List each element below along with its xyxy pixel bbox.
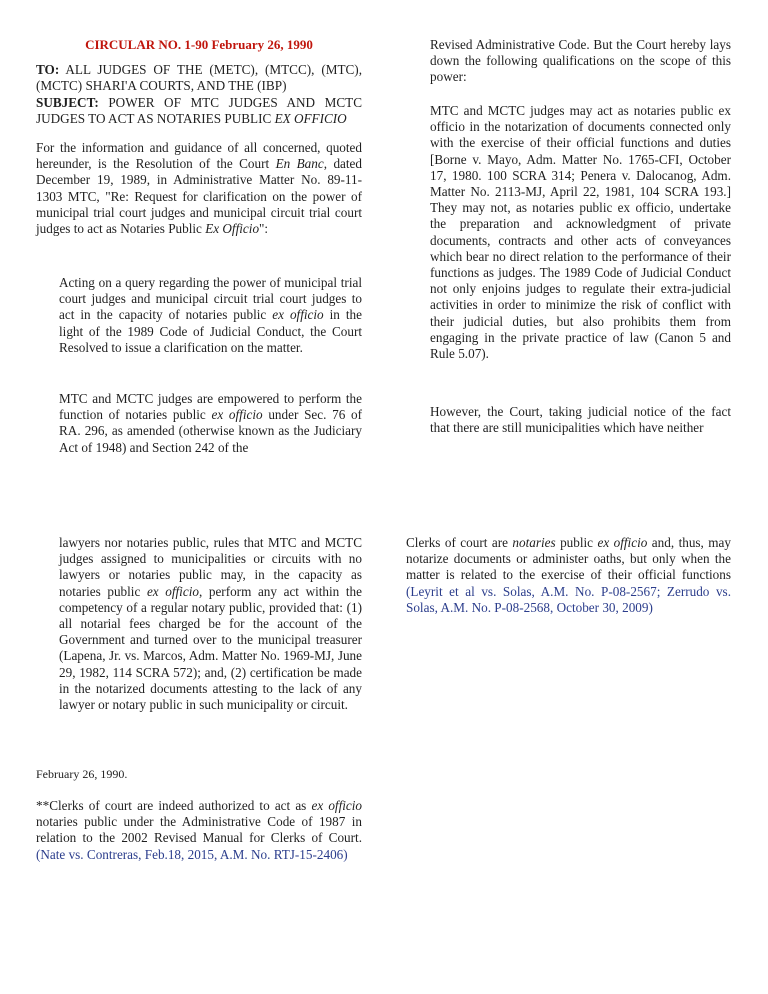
- addressees: TO: ALL JUDGES OF THE (METC), (MTCC), (MTC), (MCTC) SHARI'A COURTS, AND THE (IBP): [36, 62, 362, 94]
- quoted-paragraph-1: Acting on a query regarding the power of municipal trial court judges and municipal circuit trial court judges to act in the capacity of notaries public ex officio in the light of the 1989 Code of Judicial Conduct, the Court Resolved to issue a clarification on the matter.: [59, 275, 362, 355]
- resolution-date: February 26, 1990.: [36, 767, 128, 781]
- footnote-citation: (Nate vs. Contreras, Feb.18, 2015, A.M. No. RTJ-15-2406): [36, 846, 348, 862]
- clerks-paragraph: Clerks of court are notaries public ex officio and, thus, may notarize documents or administer oaths, but only when the matter is related to the exercise of their official functions (Leyrit et al vs. Solas, A.M. No. P-08-2567; Zerrudo vs. Solas, A.M. No. P-08-2568, October 30, 2009): [406, 535, 731, 615]
- right-paragraph-3: However, the Court, taking judicial notice of the fact that there are still municipalities which have neither: [430, 404, 731, 436]
- subject-line: SUBJECT: POWER OF MTC JUDGES AND MCTC JUDGES TO ACT AS NOTARIES PUBLIC EX OFFICIO: [36, 94, 362, 126]
- right-paragraph-1: Revised Administrative Code. But the Court hereby lays down the following qualifications on the scope of this power:: [430, 37, 731, 85]
- circular-title: CIRCULAR NO. 1-90 February 26, 1990: [85, 37, 313, 52]
- clerks-citation: (Leyrit et al vs. Solas, A.M. No. P-08-2567; Zerrudo vs. Solas, A.M. No. P-08-2568, October 30, 2009): [406, 583, 731, 615]
- right-paragraph-2: MTC and MCTC judges may act as notaries public ex officio in the notarization of documents connected only with the exercise of their official functions and duties [Borne v. Mayo, Adm. Matter No. 1765-CFI, October 17, 1980. 100 SCRA 314; Penera v. Dalocanog, Adm. Matter No. 2113-MJ, April 22, 1981, 104 SCRA 193.] They may not, as notaries public ex officio, undertake the preparation and acknowledgment of private documents, contracts and other acts of conveyances which bear no direct relation to the performance of their functions as judges. The 1989 Code of Judicial Conduct not only enjoins judges to regulate their extra-judicial activities in order to minimize the risk of conflict with their judicial duties, but also prohibits them from engaging in the private practice of law (Canon 5 and Rule 5.07).: [430, 103, 731, 362]
- quoted-paragraph-2: MTC and MCTC judges are empowered to perform the function of notaries public ex officio under Sec. 76 of RA. 296, as amended (otherwise known as the Judiciary Act of 1948) and Section 242 of the: [59, 391, 363, 455]
- continued-paragraph: lawyers nor notaries public, rules that MTC and MCTC judges assigned to municipalities or circuits with no lawyers or notaries public may, in the capacity as notaries public ex officio, perform any act within the competency of a regular notary public, provided that: (1) all notarial fees charged be for the account of the Government and turned over to the municipal treasurer (Lapena, Jr. vs. Marcos, Adm. Matter No. 1969-MJ, June 29, 1982, 114 SCRA 572); and, (2) certification be made in the notarized documents attesting to the lack of any lawyer or notary public in such municipality or circuit.: [59, 535, 362, 713]
- intro-paragraph: For the information and guidance of all concerned, quoted hereunder, is the Resolution of the Court En Banc, dated December 19, 1989, in Administrative Matter No. 89-11-1303 MTC, "Re: Request for clarification on the power of municipal trial court judges and municipal circuit trial court judges to act as Notaries Public Ex Officio":: [36, 140, 363, 237]
- footnote-paragraph: **Clerks of court are indeed authorized to act as ex officio notaries public under the Administrative Code of 1987 in relation to the 2002 Revised Manual for Clerks of Court. (Nate vs. Contreras, Feb.18, 2015, A.M. No. RTJ-15-2406): [36, 798, 363, 862]
- circular-header: [36, 37, 362, 127]
